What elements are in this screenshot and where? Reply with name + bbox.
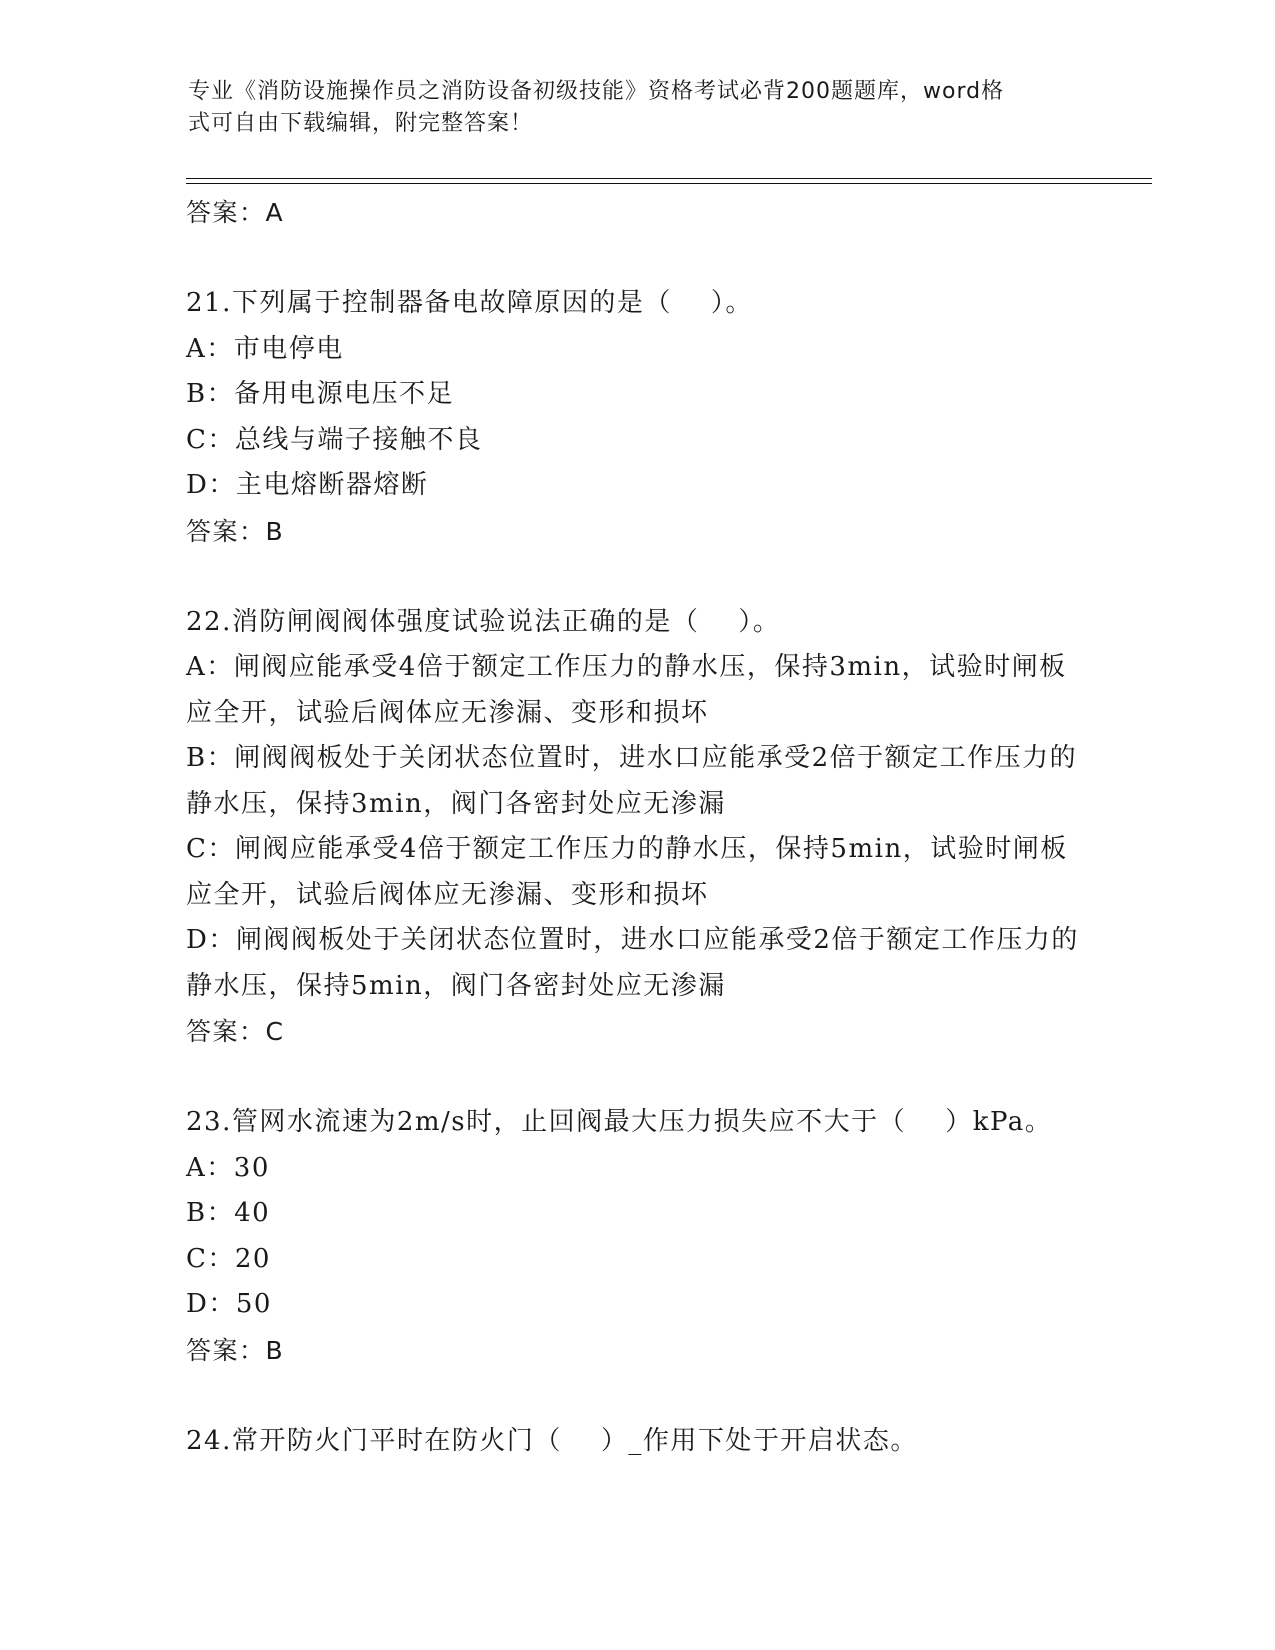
question-24: [186, 1419, 1146, 1465]
header-divider-bottom: [186, 183, 1152, 184]
question-21: [186, 281, 1146, 554]
option-d: D：主电熔断器熔断: [186, 470, 429, 500]
option-b: B：闸阀阀板处于关闭状态位置时，进水口应能承受2倍于额定工作压力的静水压，保持3min，阀门各密封处应无渗漏: [186, 743, 1078, 819]
header-line-1: 专业《消防设施操作员之消防设备初级技能》资格考试必背200题题库，word格: [188, 79, 1005, 104]
answer-previous: 答案：A: [186, 198, 285, 227]
question-stem: 23.管网水流速为2m/s时，止回阀最大压力损失应不大于（ ）kPa。: [186, 1107, 1053, 1137]
answer: 答案：B: [186, 516, 285, 546]
question-23: [186, 1100, 1146, 1373]
option-b: B：备用电源电压不足: [186, 379, 455, 409]
header-line-2: 式可自由下载编辑，附完整答案！: [188, 111, 534, 136]
option-b: B：40: [186, 1198, 271, 1228]
option-a: A：30: [186, 1152, 270, 1183]
option-d: D：50: [186, 1289, 272, 1319]
question-list: [186, 190, 1146, 1464]
question-22: [186, 600, 1146, 1055]
option-a: A：闸阀应能承受4倍于额定工作压力的静水压，保持3min，试验时闸板应全开，试验后阀体应无渗漏、变形和损坏: [186, 652, 1067, 728]
document-header: [188, 76, 1068, 140]
question-stem: 22.消防闸阀阀体强度试验说法正确的是（ ）。: [186, 606, 781, 637]
answer: 答案：B: [186, 1335, 285, 1365]
spacer: [186, 1373, 1146, 1419]
question-stem: 21.下列属于控制器备电故障原因的是（ ）。: [186, 288, 753, 318]
spacer: [186, 236, 1146, 282]
option-c: C：总线与端子接触不良: [186, 424, 483, 455]
header-divider-top: [186, 178, 1152, 179]
option-a: A：市电停电: [186, 333, 344, 364]
option-c: C：20: [186, 1243, 271, 1274]
question-stem: 24.常开防火门平时在防火门（ ）_作用下处于开启状态。: [186, 1425, 918, 1456]
option-d: D：闸阀阀板处于关闭状态位置时，进水口应能承受2倍于额定工作压力的静水压，保持5min，阀门各密封处应无渗漏: [186, 925, 1079, 1001]
option-c: C：闸阀应能承受4倍于额定工作压力的静水压，保持5min，试验时闸板应全开，试验后阀体应无渗漏、变形和损坏: [186, 834, 1068, 910]
spacer: [186, 554, 1146, 600]
answer: 答案：C: [186, 1017, 285, 1046]
spacer: [186, 1055, 1146, 1101]
